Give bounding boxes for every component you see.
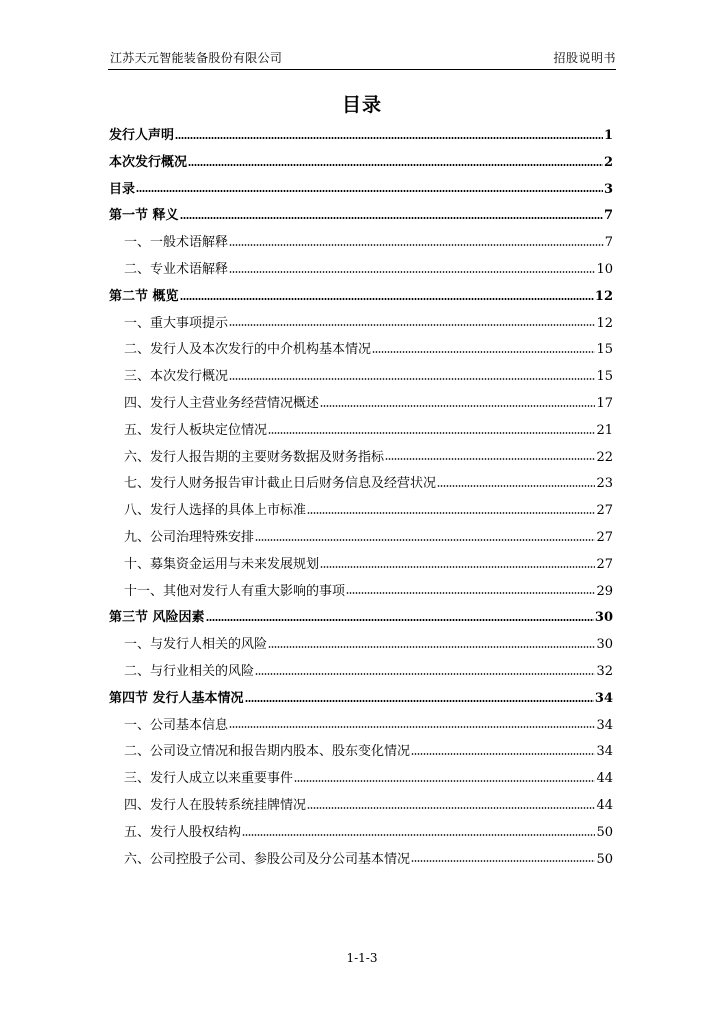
toc-entry-label: 一、重大事项提示	[124, 315, 229, 331]
toc-entry-label: 三、发行人成立以来重要事件	[124, 771, 294, 787]
toc-subsection-entry[interactable]	[109, 847, 613, 874]
toc-entry-page-number: 1	[603, 128, 613, 143]
toc-entry-label: 四、发行人主营业务经营情况概述	[124, 395, 320, 411]
toc-subsection-entry[interactable]	[109, 820, 613, 847]
toc-entry-label: 第三节 风险因素	[109, 610, 205, 626]
toc-entry-page-number: 29	[596, 583, 613, 599]
toc-dot-leader	[307, 512, 595, 514]
toc-entry-page-number: 12	[596, 315, 613, 331]
toc-dot-leader	[255, 539, 595, 541]
toc-entry-page-number: 3	[603, 181, 613, 197]
toc-entry-page-number: 30	[596, 637, 613, 653]
toc-section-entry[interactable]	[109, 203, 613, 230]
toc-subsection-entry[interactable]	[109, 471, 613, 498]
toc-subsection-entry[interactable]	[109, 659, 613, 686]
toc-subsection-entry[interactable]	[109, 337, 613, 364]
toc-subsection-entry[interactable]	[109, 525, 613, 552]
toc-subsection-entry[interactable]	[109, 445, 613, 472]
toc-subsection-entry[interactable]	[109, 257, 613, 284]
toc-entry-page-number: 7	[603, 208, 613, 224]
toc-dot-leader	[372, 351, 595, 353]
toc-entry-page-number: 32	[596, 663, 613, 679]
toc-dot-leader	[180, 298, 594, 300]
toc-section-entry[interactable]	[109, 686, 613, 713]
toc-entry-label: 四、发行人在股转系统挂牌情况	[124, 797, 307, 813]
toc-entry-label: 二、专业术语解释	[124, 261, 229, 277]
toc-entry-page-number: 15	[596, 342, 613, 358]
toc-dot-leader	[411, 860, 595, 862]
toc-entry-page-number: 50	[596, 851, 613, 867]
toc-dot-leader	[346, 592, 595, 594]
toc-dot-leader	[175, 137, 603, 139]
toc-dot-leader	[385, 458, 595, 460]
toc-dot-leader	[229, 271, 595, 273]
toc-entry-label: 一、公司基本信息	[124, 717, 229, 733]
header-company-name: 江苏天元智能装备股份有限公司	[110, 51, 283, 65]
toc-entry-label: 三、本次发行概况	[124, 369, 229, 385]
toc-entry-page-number: 44	[596, 771, 613, 787]
toc-dot-leader	[229, 378, 595, 380]
toc-entry-label: 第一节 释义	[109, 208, 179, 224]
toc-subsection-entry[interactable]	[109, 713, 613, 740]
toc-section-entry[interactable]	[109, 150, 613, 177]
toc-entry-page-number: 30	[594, 610, 613, 626]
toc-subsection-entry[interactable]	[109, 739, 613, 766]
toc-dot-leader	[136, 190, 603, 192]
toc-entry-page-number: 7	[604, 235, 613, 251]
toc-entry-label: 六、发行人报告期的主要财务数据及财务指标	[124, 449, 385, 465]
toc-entry-label: 五、发行人股权结构	[124, 824, 242, 840]
toc-entry-page-number: 27	[596, 529, 613, 545]
toc-dot-leader	[229, 726, 595, 728]
toc-entry-label: 二、发行人及本次发行的中介机构基本情况	[124, 342, 372, 358]
toc-section-entry[interactable]	[109, 284, 613, 311]
toc-entry-page-number: 10	[596, 261, 613, 277]
page-header	[108, 50, 616, 70]
toc-entry-page-number: 21	[596, 422, 613, 438]
toc-entry-page-number: 44	[596, 797, 613, 813]
toc-dot-leader	[245, 700, 594, 702]
toc-dot-leader	[229, 324, 595, 326]
toc-entry-page-number: 27	[596, 503, 613, 519]
toc-subsection-entry[interactable]	[109, 552, 613, 579]
toc-dot-leader	[320, 566, 595, 568]
toc-entry-page-number: 22	[596, 449, 613, 465]
toc-subsection-entry[interactable]	[109, 632, 613, 659]
toc-dot-leader	[268, 432, 595, 434]
toc-subsection-entry[interactable]	[109, 364, 613, 391]
toc-subsection-entry[interactable]	[109, 418, 613, 445]
toc-dot-leader	[437, 485, 595, 487]
toc-dot-leader	[411, 753, 595, 755]
toc-dot-leader	[180, 217, 603, 219]
toc-dot-leader	[206, 619, 594, 621]
toc-entry-label: 一、一般术语解释	[124, 235, 229, 251]
toc-subsection-entry[interactable]	[109, 579, 613, 606]
toc-section-entry[interactable]	[109, 605, 613, 632]
header-document-type: 招股说明书	[553, 51, 616, 65]
toc-entry-label: 七、发行人财务报告审计截止日后财务信息及经营状况	[124, 476, 437, 492]
toc-entry-label: 五、发行人板块定位情况	[124, 422, 268, 438]
toc-section-entry[interactable]	[109, 123, 613, 150]
toc-entry-label: 六、公司控股子公司、参股公司及分公司基本情况	[124, 851, 411, 867]
toc-subsection-entry[interactable]	[109, 230, 613, 257]
toc-subsection-entry[interactable]	[109, 793, 613, 820]
toc-entry-label: 一、与发行人相关的风险	[124, 637, 268, 653]
toc-entry-label: 九、公司治理特殊安排	[124, 529, 255, 545]
toc-entry-page-number: 34	[594, 690, 613, 706]
toc-entry-label: 发行人声明	[109, 128, 175, 143]
toc-dot-leader	[242, 834, 595, 836]
toc-title: 目录	[341, 94, 382, 116]
toc-dot-leader	[307, 807, 595, 809]
toc-entry-label: 二、公司设立情况和报告期内股本、股东变化情况	[124, 744, 411, 760]
toc-entry-page-number: 23	[596, 476, 613, 492]
toc-dot-leader	[268, 646, 595, 648]
table-of-contents	[109, 123, 613, 873]
toc-entry-page-number: 12	[594, 288, 613, 304]
toc-subsection-entry[interactable]	[109, 498, 613, 525]
toc-entry-page-number: 34	[596, 717, 613, 733]
toc-entry-page-number: 34	[596, 744, 613, 760]
toc-entry-page-number: 27	[596, 556, 613, 572]
toc-entry-label: 二、与行业相关的风险	[124, 663, 255, 679]
toc-subsection-entry[interactable]	[109, 311, 613, 338]
toc-entry-label: 八、发行人选择的具体上市标准	[124, 503, 307, 519]
toc-dot-leader	[229, 244, 604, 246]
toc-entry-page-number: 2	[603, 154, 613, 170]
toc-entry-page-number: 50	[596, 824, 613, 840]
toc-subsection-entry[interactable]	[109, 766, 613, 793]
toc-dot-leader	[255, 673, 595, 675]
toc-entry-page-number: 15	[596, 369, 613, 385]
toc-entry-label: 十一、其他对发行人有重大影响的事项	[124, 583, 346, 599]
page-number: 1-1-3	[346, 951, 378, 965]
toc-entry-label: 十、募集资金运用与未来发展规划	[124, 556, 320, 572]
toc-entry-label: 本次发行概况	[109, 154, 188, 170]
toc-entry-label: 目录	[109, 181, 136, 197]
toc-entry-label: 第二节 概览	[109, 288, 179, 304]
toc-entry-label: 第四节 发行人基本情况	[109, 690, 244, 706]
toc-entry-page-number: 17	[596, 395, 613, 411]
toc-dot-leader	[320, 405, 595, 407]
toc-subsection-entry[interactable]	[109, 391, 613, 418]
toc-dot-leader	[294, 780, 595, 782]
toc-section-entry[interactable]	[109, 177, 613, 204]
toc-dot-leader	[188, 164, 603, 166]
